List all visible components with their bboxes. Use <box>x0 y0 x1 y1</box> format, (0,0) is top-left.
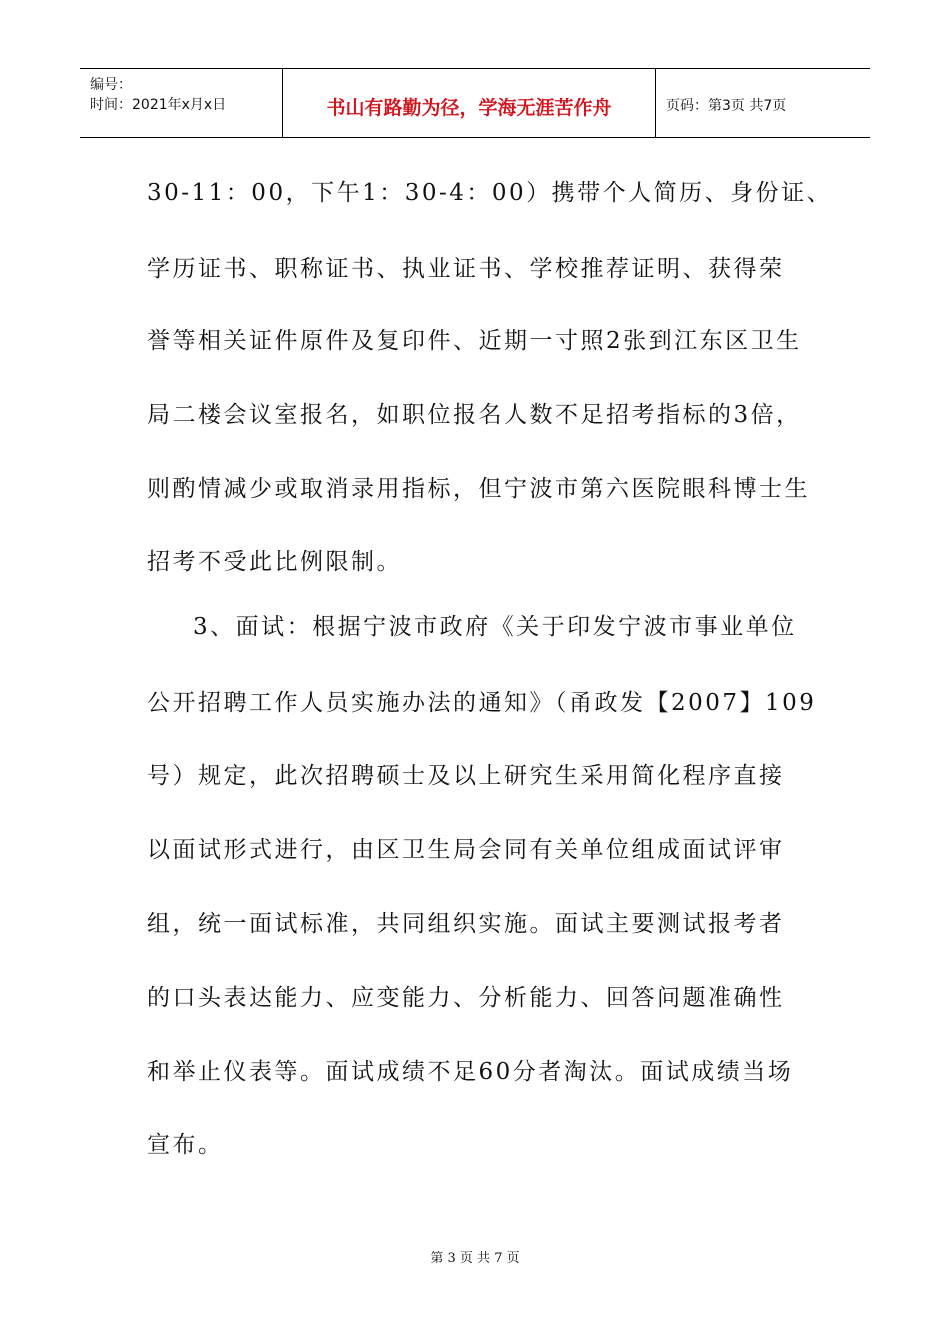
body-line: 以面试形式进行，由区卫生局会同有关单位组成面试评审 <box>147 837 785 863</box>
body-line: 组，统一面试标准，共同组织实施。面试主要测试报考者 <box>147 911 785 937</box>
body-line: 誉等相关证件原件及复印件、近期一寸照2张到江东区卫生 <box>147 328 802 354</box>
header-motto-cell <box>283 69 656 137</box>
body-line: 3、面试：根据宁波市政府《关于印发宁波市事业单位 <box>193 614 797 640</box>
header-motto: 书山有路勤为径，学海无涯苦作舟 <box>326 97 612 119</box>
body-line: 30-11：00，下午1：30-4：00）携带个人简历、身份证、 <box>147 180 833 206</box>
header-page-cell <box>656 69 870 137</box>
page-footer: 第 3 页 共 7 页 <box>430 1251 520 1266</box>
body-line: 招考不受此比例限制。 <box>147 549 402 575</box>
body-line: 则酌情减少或取消录用指标，但宁波市第六医院眼科博士生 <box>147 476 810 502</box>
document-time-label: 时间：2021年x月x日 <box>90 97 227 113</box>
body-line: 和举止仪表等。面试成绩不足60分者淘汰。面试成绩当场 <box>147 1059 794 1085</box>
body-line: 号）规定，此次招聘硕士及以上研究生采用简化程序直接 <box>147 763 785 789</box>
page-header <box>80 68 870 138</box>
body-line: 宣布。 <box>147 1132 224 1158</box>
header-meta-cell <box>80 69 283 137</box>
document-number-label: 编号： <box>90 77 132 93</box>
body-line: 局二楼会议室报名，如职位报名人数不足招考指标的3倍， <box>147 402 802 428</box>
body-line: 公开招聘工作人员实施办法的通知》（甬政发【2007】109 <box>147 690 817 716</box>
body-line: 的口头表达能力、应变能力、分析能力、回答问题准确性 <box>147 985 785 1011</box>
header-page-info: 页码：第3页 共7页 <box>666 98 787 114</box>
body-line: 学历证书、职称证书、执业证书、学校推荐证明、获得荣 <box>147 256 785 282</box>
